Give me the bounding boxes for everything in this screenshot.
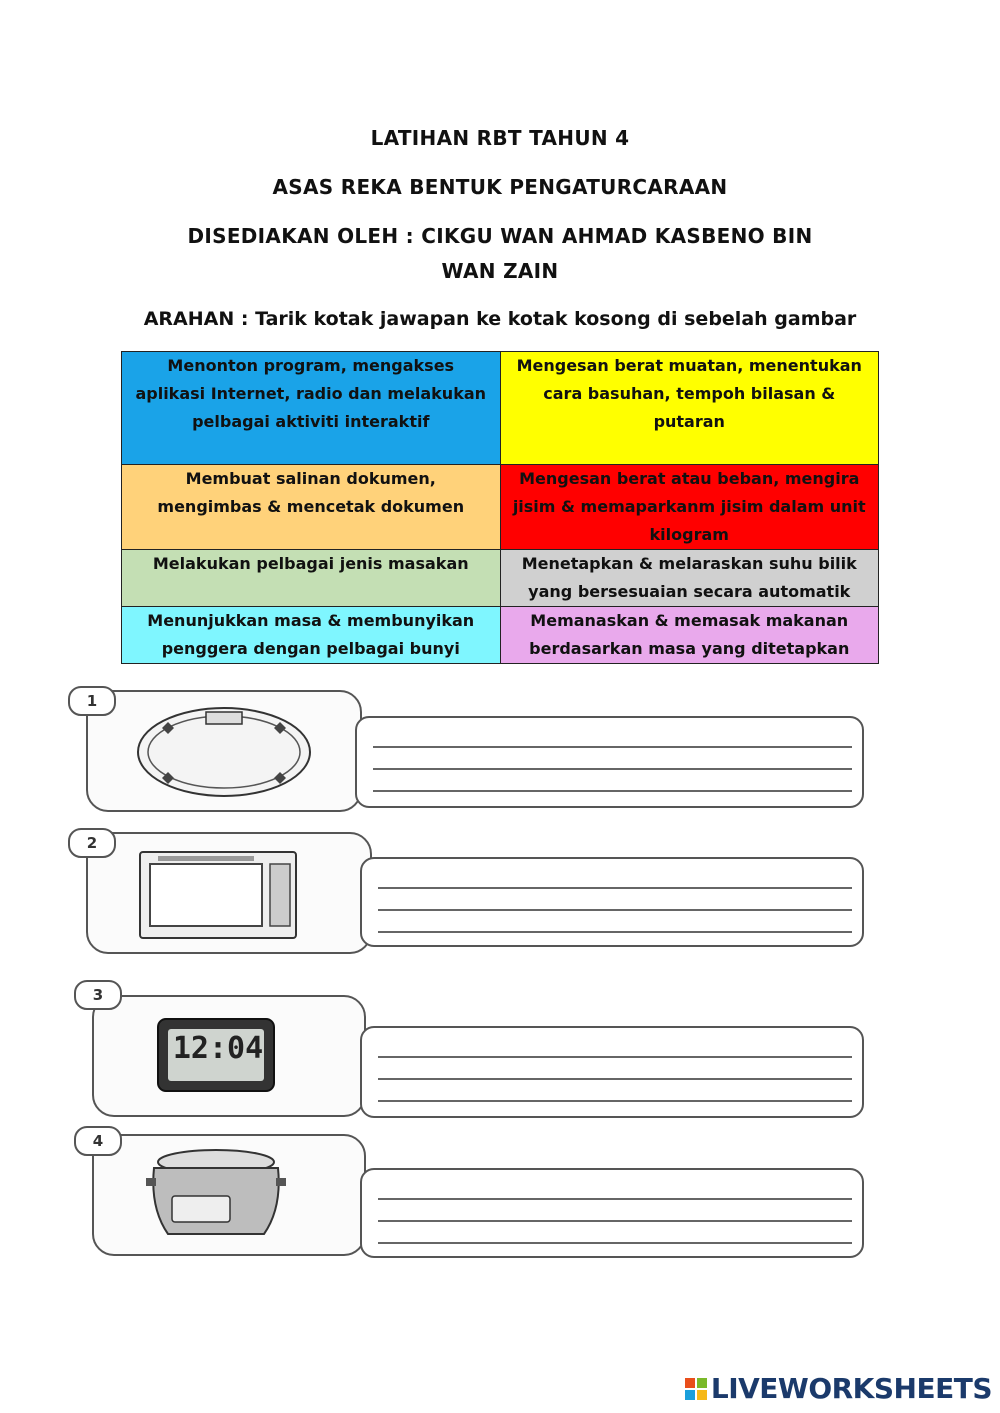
microwave-oven-image: [138, 850, 298, 940]
question-number-badge: 1: [68, 686, 116, 716]
answer-line: [378, 1056, 852, 1058]
answer-drop-zone-4[interactable]: [360, 1168, 864, 1258]
answer-line: [378, 1242, 852, 1244]
liveworksheets-logo: [685, 1372, 992, 1405]
question-number-badge: 4: [74, 1126, 122, 1156]
instruction: ARAHAN : Tarik kotak jawapan ke kotak kosong di sebelah gambar: [143, 308, 857, 330]
author-line-continued: WAN ZAIN: [441, 259, 559, 283]
clock-display: 12:04: [172, 1031, 264, 1066]
answer-card-tv[interactable]: Menonton program, mengakses aplikasi Internet, radio dan melakukan pelbagai aktiviti interaktif: [122, 352, 501, 465]
question-image-frame: [92, 1134, 366, 1256]
question-image-frame: [86, 832, 372, 954]
answer-row: [122, 465, 879, 550]
answer-card-printer[interactable]: Membuat salinan dokumen, mengimbas & mencetak dokumen: [122, 465, 501, 550]
answer-drop-zone-3[interactable]: [360, 1026, 864, 1118]
answer-line: [373, 768, 852, 770]
answer-table: [121, 351, 879, 664]
liveworksheets-icon: [685, 1378, 707, 1400]
answer-line: [378, 909, 852, 911]
answer-card-washing-machine[interactable]: Mengesan berat muatan, menentukan cara basuhan, tempoh bilasan & putaran: [500, 352, 879, 465]
author-line: DISEDIAKAN OLEH : CIKGU WAN AHMAD KASBENO BIN: [187, 224, 813, 248]
answer-line: [378, 1078, 852, 1080]
answer-card-microwave[interactable]: Memanaskan & memasak makanan berdasarkan masa yang ditetapkan: [500, 607, 879, 664]
answer-card-scale[interactable]: Mengesan berat atau beban, mengira jisim & memaparkanm jisim dalam unit kilogram: [500, 465, 879, 550]
answer-line: [378, 887, 852, 889]
question-number-badge: 2: [68, 828, 116, 858]
answer-drop-zone-2[interactable]: [360, 857, 864, 947]
answer-row: [122, 607, 879, 664]
answer-line: [378, 1100, 852, 1102]
question-image-frame: [92, 995, 366, 1117]
answer-drop-zone-1[interactable]: [355, 716, 864, 808]
brand-name: LIVEWORKSHEETS: [710, 1372, 992, 1405]
question-number-badge: 3: [74, 980, 122, 1010]
worksheet-title: LATIHAN RBT TAHUN 4: [370, 126, 630, 150]
worksheet-subtitle: ASAS REKA BENTUK PENGATURCARAAN: [272, 175, 728, 199]
answer-line: [378, 931, 852, 933]
answer-card-aircond[interactable]: Menetapkan & melaraskan suhu bilik yang bersesuaian secara automatik: [500, 550, 879, 607]
question-image-frame: [86, 690, 362, 812]
answer-line: [373, 790, 852, 792]
slow-cooker-image: [146, 1148, 286, 1243]
weighing-scale-image: [134, 700, 314, 800]
answer-line: [373, 746, 852, 748]
answer-row: [122, 352, 879, 465]
answer-line: [378, 1220, 852, 1222]
answer-line: [378, 1198, 852, 1200]
answer-card-clock[interactable]: Menunjukkan masa & membunyikan penggera dengan pelbagai bunyi: [122, 607, 501, 664]
answer-card-cooker[interactable]: Melakukan pelbagai jenis masakan: [122, 550, 501, 607]
answer-row: [122, 550, 879, 607]
